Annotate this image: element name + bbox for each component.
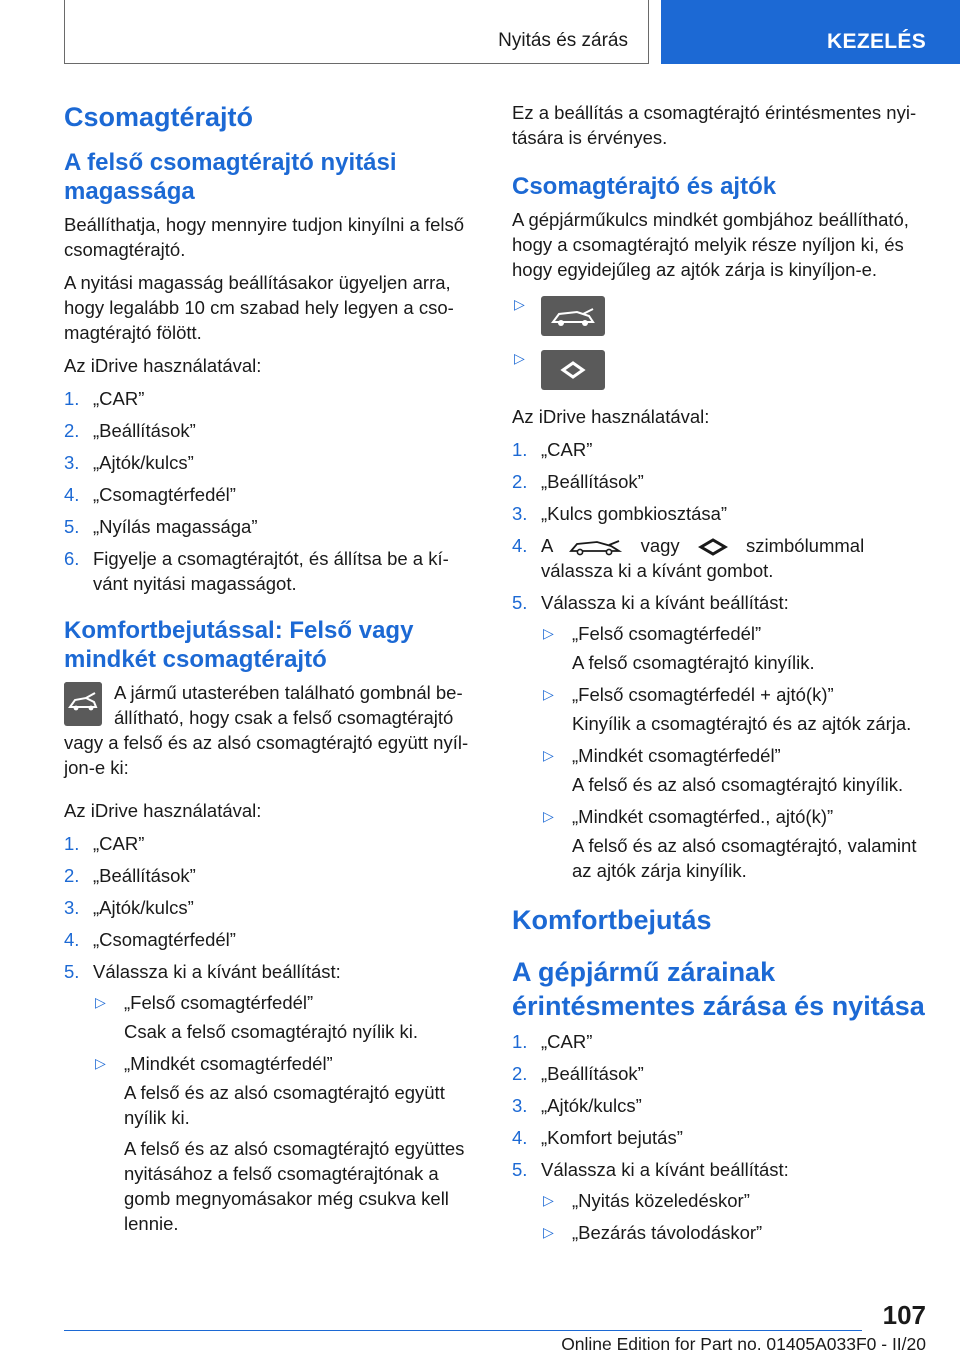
list-item (512, 469, 927, 494)
bullet-triangle-icon: ▷ (543, 1192, 554, 1209)
idrive-intro: Az iDrive használatával: (64, 800, 262, 821)
step-text: „CAR” (93, 388, 145, 409)
subheading-comfort-access: Komfortbejutással: Felső vagy mindkét csomagtérajtó (64, 617, 414, 673)
list-item (64, 482, 476, 507)
step-text: Válassza ki a kívánt beállítást: (93, 961, 341, 982)
step-text: „Kulcs gombkiosztása” (541, 503, 728, 524)
bullet-triangle-icon: ▷ (95, 994, 106, 1010)
list-item (64, 959, 476, 1236)
list-item (64, 831, 476, 856)
idrive-intro: Az iDrive használatával: (64, 355, 262, 376)
step-text: „Komfort bejutás” (541, 1127, 683, 1149)
step-text: Figyelje a csomagtérajtót, és állítsa be a kívánt nyitási magasságot. (93, 548, 449, 594)
list-item (512, 590, 927, 883)
step-number: 3. (512, 1095, 528, 1117)
right-column (512, 100, 927, 1253)
step-list (512, 437, 927, 883)
bullet-triangle-icon: ▷ (514, 296, 525, 312)
header-chapter-tab[interactable]: KEZELÉS (661, 0, 960, 64)
paragraph: Ez a beállítás a csomagtérajtó érintésmentes nyitására is érvényes. (512, 102, 917, 148)
step-text: szimbólummal válassza ki a kívánt gombot. (541, 535, 865, 582)
list-item (64, 418, 476, 443)
step-number: 6. (64, 548, 80, 569)
option-list (541, 1188, 927, 1245)
bullet-triangle-icon: ▷ (95, 1055, 106, 1071)
list-item (512, 533, 927, 583)
subheading-tailgate-and-doors: Csomagtérajtó és ajtók (512, 173, 777, 200)
step-list (64, 386, 476, 596)
bullet-triangle-icon: ▷ (514, 350, 525, 366)
list-item (64, 863, 476, 888)
step-number: 2. (512, 471, 528, 492)
list-item (64, 927, 476, 952)
list-item (512, 1157, 927, 1245)
option-note: A felső és az alsó csomagtérajtó együttes nyitásához a felső csomagtérajtónak a gomb megnyomásakor még csukva kell lennie. (124, 1138, 465, 1234)
step-text: Válassza ki a kívánt beállítást: (541, 592, 789, 614)
step-number: 1. (64, 388, 80, 409)
left-column (64, 100, 476, 1244)
option-item (541, 682, 927, 736)
step-text: „Csomagtérfedél” (93, 484, 236, 505)
option-label: „Felső csomagtérfedél” (124, 992, 314, 1013)
paragraph: A nyitási magasság beállításakor ügyeljen arra, hogy legalább 10 cm szabad hely legyen a csomagtérajtó fölött. (64, 272, 454, 343)
option-note: A felső csomagtérajtó kinyílik. (572, 652, 815, 674)
option-label: „Felső csomagtérfedél + ajtó(k)” (572, 684, 834, 706)
paragraph: A gépjárműkulcs mindkét gombjához beállítható, hogy a csomagtérajtó melyik része nyíljon ki, és hogy egyidejűleg az ajtók zárja is kinyíljon-e. (512, 209, 909, 280)
step-list (64, 831, 476, 1236)
step-number: 3. (512, 503, 528, 524)
option-item (93, 990, 476, 1044)
bullet-triangle-icon: ▷ (543, 747, 554, 764)
option-list (541, 621, 927, 883)
option-item (541, 1188, 927, 1213)
step-list (512, 1029, 927, 1245)
step-text: „Beállítások” (93, 865, 196, 886)
step-number: 5. (64, 516, 80, 537)
step-text: „Beállítások” (93, 420, 196, 441)
step-number: 1. (512, 439, 528, 460)
list-item (64, 386, 476, 411)
step-number: 3. (64, 897, 80, 918)
step-text: „CAR” (93, 833, 145, 854)
subheading-contactless: A gépjármű zárainak érintésmentes zárása és nyitása (512, 957, 925, 1022)
step-number: 4. (512, 1127, 528, 1149)
footer-divider (64, 1330, 862, 1331)
option-label: „Nyitás közeledéskor” (572, 1190, 750, 1212)
option-label: „Mindkét csomagtérfed., ajtó(k)” (572, 806, 834, 828)
section-title-csomagterajto: Csomagtérajtó (64, 102, 254, 132)
option-note: A felső és az alsó csomagtérajtó, valamint az ajtók zárja kinyílik. (572, 835, 917, 882)
step-number: 4. (512, 535, 528, 556)
idrive-intro: Az iDrive használatával: (512, 406, 710, 427)
step-text: „Ajtók/kulcs” (93, 452, 194, 473)
step-text: „Ajtók/kulcs” (93, 897, 194, 918)
step-number: 1. (64, 833, 80, 854)
diamond-outline-icon (693, 536, 733, 558)
option-item (541, 804, 927, 883)
step-number: 5. (512, 592, 528, 614)
step-text: „CAR” (541, 439, 593, 460)
option-item (93, 1051, 476, 1236)
option-label: „Felső csomagtérfedél” (572, 623, 762, 645)
list-item (64, 450, 476, 475)
section-title-komfortbejutas: Komfortbejutás (512, 905, 712, 936)
option-note: Kinyílik a csomagtérajtó és az ajtók zárja. (572, 713, 912, 735)
symbol-row (512, 296, 927, 336)
option-note: A felső és az alsó csomagtérajtó együtt nyílik ki. (124, 1082, 445, 1128)
step-number: 2. (64, 420, 80, 441)
paragraph: Beállíthatja, hogy mennyire tudjon kinyílni a felső csomagtérajtó. (64, 214, 465, 260)
subheading-opening-height: A felső csomagtérajtó nyitási magassága (64, 149, 397, 205)
step-number: 5. (512, 1159, 528, 1181)
header-section-title: Nyitás és zárás (498, 30, 628, 51)
step-number: 4. (64, 929, 80, 950)
step-text: „Ajtók/kulcs” (541, 1095, 642, 1117)
list-item (512, 1061, 927, 1086)
option-note: Csak a felső csomagtérajtó nyílik ki. (124, 1021, 419, 1042)
car-tailgate-key-icon (541, 296, 605, 336)
option-list (93, 990, 476, 1236)
option-note: A felső és az alsó csomagtérajtó kinyílik. (572, 774, 904, 796)
step-number: 2. (512, 1063, 528, 1085)
step-number: 4. (64, 484, 80, 505)
step-text: Válassza ki a kívánt beállítást: (541, 1159, 789, 1181)
option-item (541, 743, 927, 797)
tailgate-icon (64, 682, 102, 726)
diamond-key-icon (541, 350, 605, 390)
step-text: A (541, 535, 553, 556)
option-item (541, 621, 927, 675)
car-outline-icon (565, 536, 627, 558)
option-label: „Mindkét csomagtérfedél” (572, 745, 781, 767)
list-item (64, 895, 476, 920)
bullet-triangle-icon: ▷ (543, 686, 554, 703)
list-item (64, 514, 476, 539)
paragraph-with-icon (64, 680, 476, 780)
list-item (512, 1029, 927, 1054)
list-item (512, 1125, 927, 1150)
step-text: „Csomagtérfedél” (93, 929, 236, 950)
bullet-triangle-icon: ▷ (543, 1224, 554, 1241)
list-item (512, 437, 927, 462)
step-text: „Nyílás magassága” (93, 516, 258, 537)
option-label: „Bezárás távolodáskor” (572, 1222, 763, 1244)
step-number: 3. (64, 452, 80, 473)
step-number: 1. (512, 1031, 528, 1053)
bullet-triangle-icon: ▷ (543, 808, 554, 825)
footer-edition: Online Edition for Part no. 01405A033F0 - II/20 (561, 1334, 926, 1354)
step-text: „Beállítások” (541, 471, 644, 492)
symbol-row (512, 350, 927, 390)
option-item (541, 1220, 927, 1245)
step-text: vagy (640, 535, 680, 556)
list-item (64, 546, 476, 596)
bullet-triangle-icon: ▷ (543, 625, 554, 642)
step-number: 5. (64, 961, 80, 982)
list-item (512, 501, 927, 526)
paragraph-text: A jármű utasterében található gombnál beállítható, hogy csak a felső csomagtérajtó vagy a felső és az alsó csomagtérajtó együtt nyíljon-e ki: (64, 682, 469, 778)
step-text: „CAR” (541, 1031, 593, 1053)
list-item (512, 1093, 927, 1118)
step-text: „Beállítások” (541, 1063, 644, 1085)
page-number: 107 (882, 1300, 926, 1330)
step-number: 2. (64, 865, 80, 886)
option-label: „Mindkét csomagtérfedél” (124, 1053, 333, 1074)
